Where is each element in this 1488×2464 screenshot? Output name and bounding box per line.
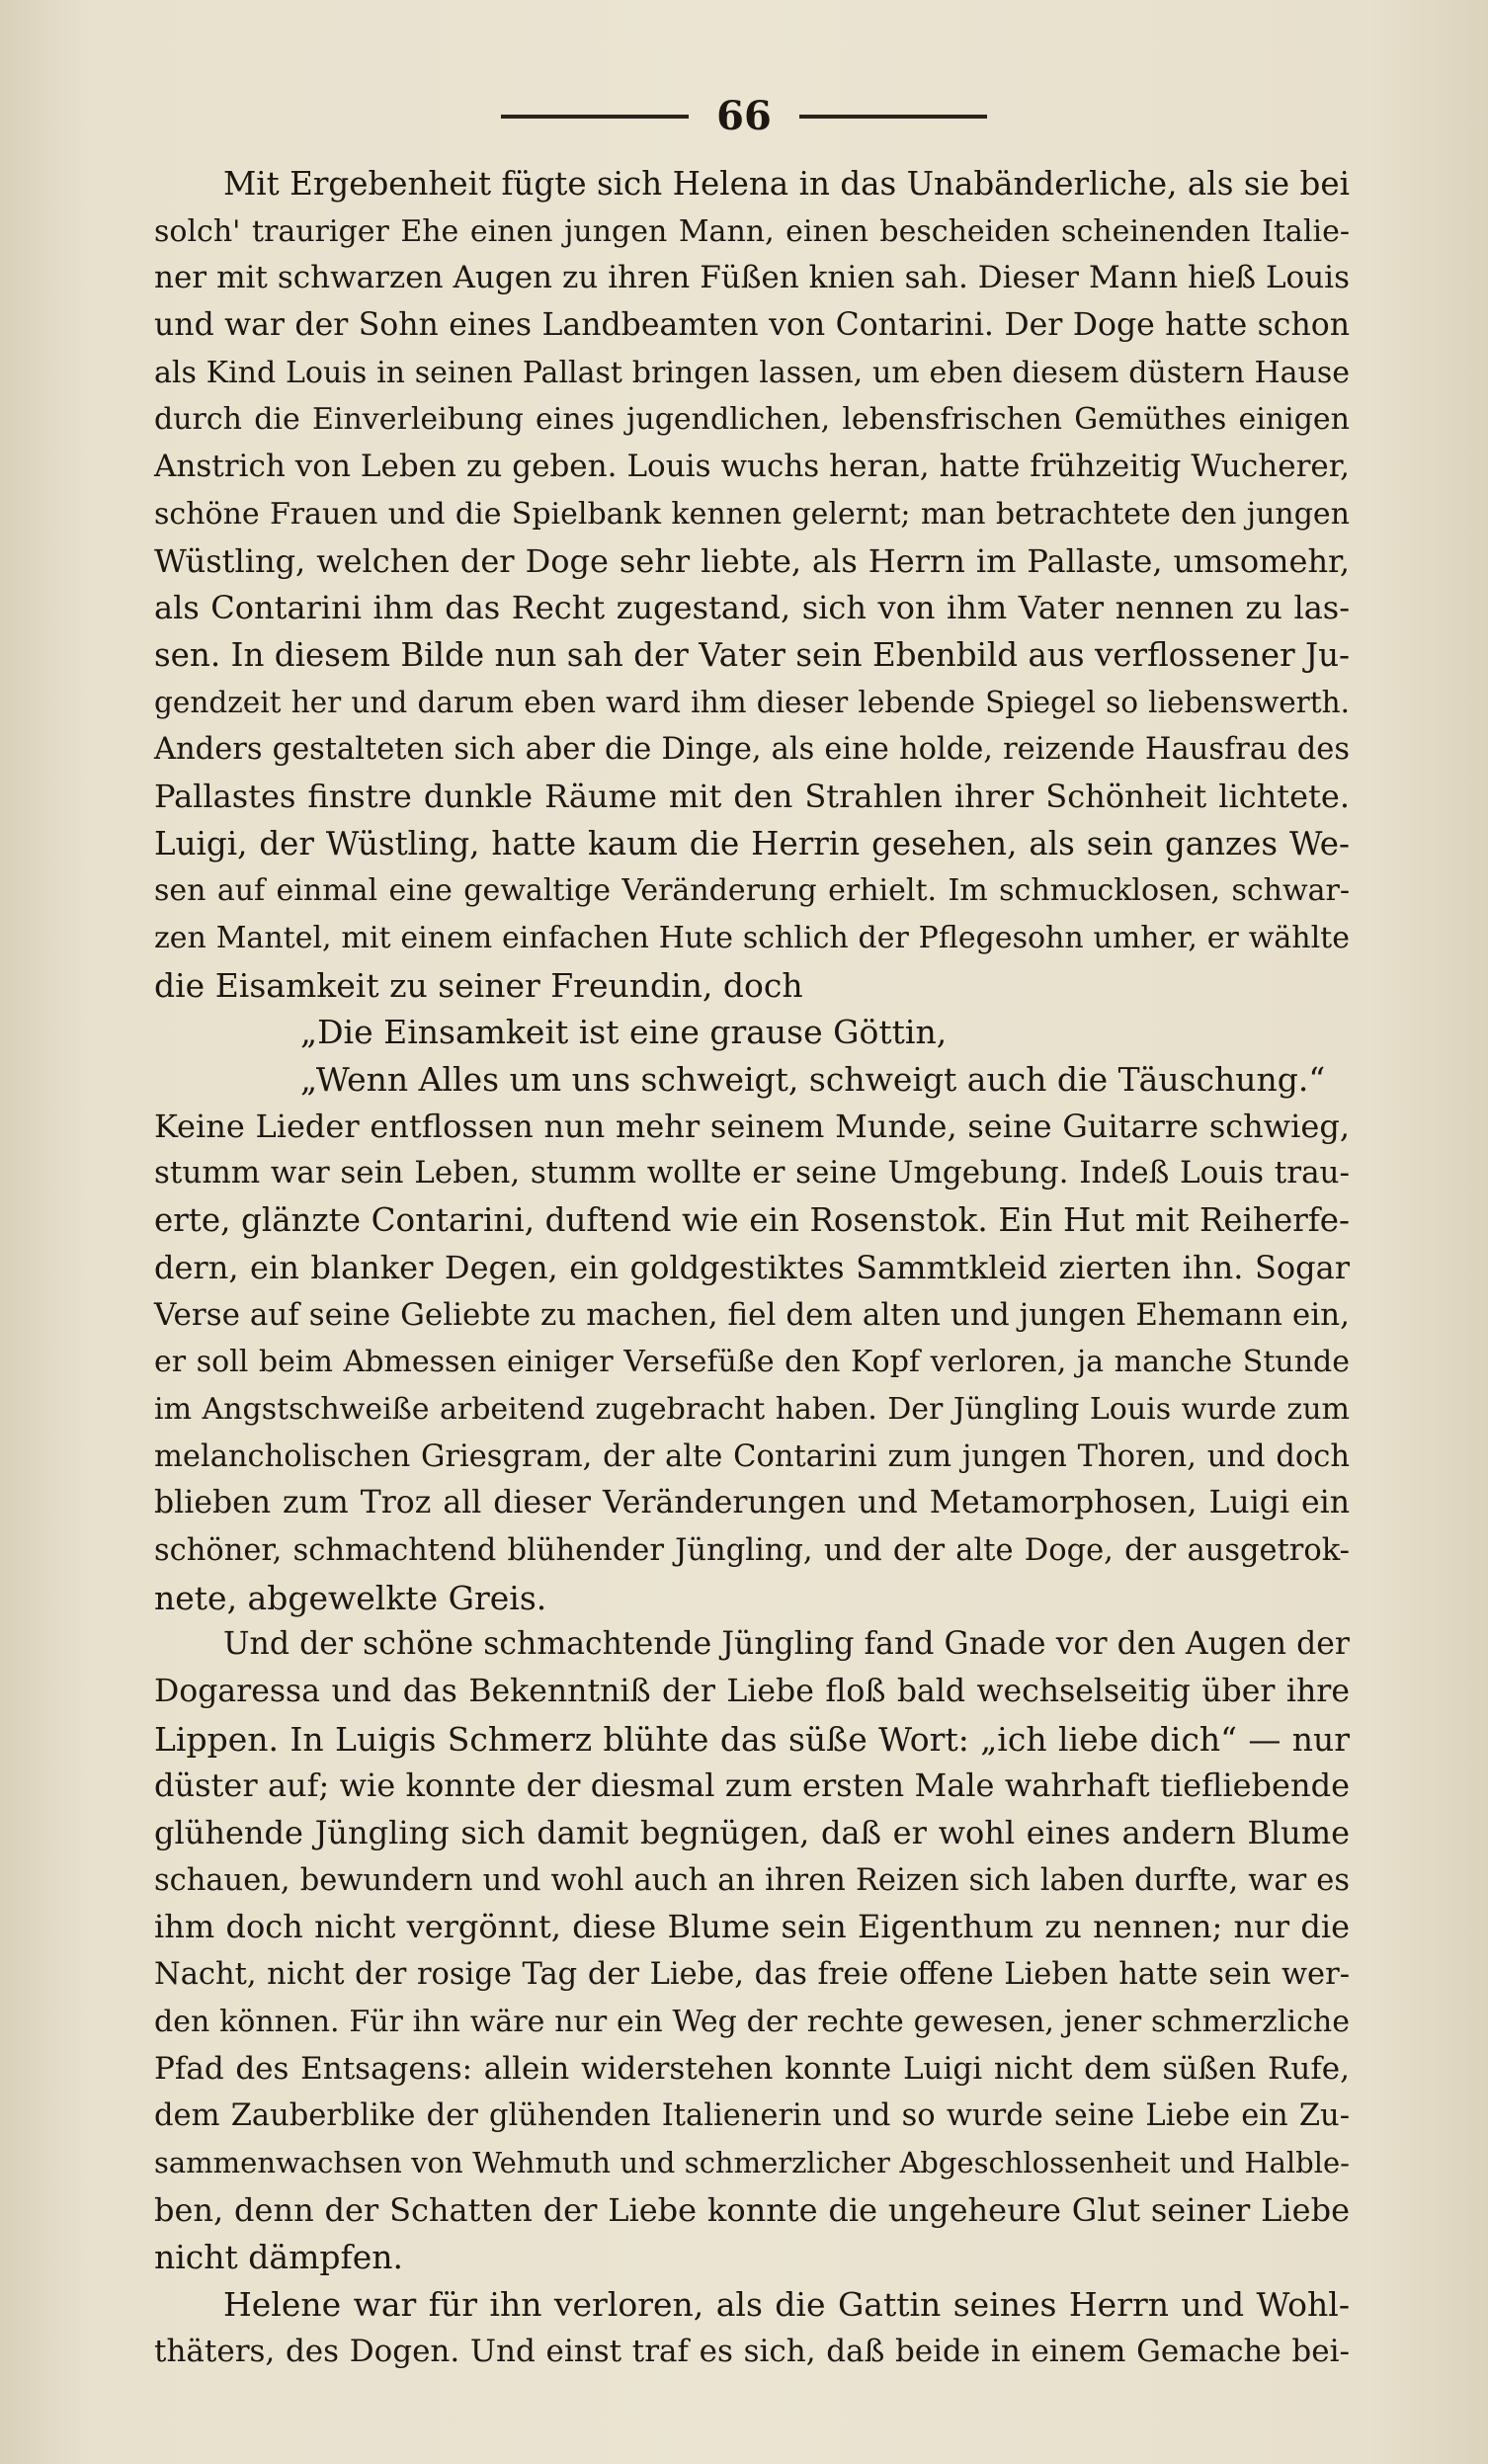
text-line: düster auf; wie konnte der diesmal zum ersten Male wahrhaft tiefliebende: [154, 1766, 1350, 1805]
text-line: als Contarini ihm das Recht zugestand, sich von ihm Vater nennen zu las-: [154, 589, 1350, 627]
text-line: Pallastes finstre dunkle Räume mit den Strahlen ihrer Schönheit lichtete.: [154, 777, 1350, 815]
text-line: Pfad des Entsagens: allein widerstehen konnte Luigi nicht dem süßen Rufe,: [154, 2050, 1350, 2087]
text-line: Nacht, nicht der rosige Tag der Liebe, das freie offene Lieben hatte sein wer-: [154, 1957, 1350, 1993]
text-line: zen Mantel, mit einem einfachen Hute schlich der Pflegesohn umher, er wählte: [154, 921, 1350, 955]
text-line: dern, ein blanker Degen, ein goldgestiktes Sammtkleid zierten ihn. Sogar: [154, 1248, 1350, 1286]
text-line: im Angstschweiße arbeitend zugebracht haben. Der Jüngling Louis wurde zum: [154, 1391, 1350, 1427]
text-line: blieben zum Troz all dieser Veränderungen und Metamorphosen, Luigi ein: [154, 1485, 1350, 1521]
text-line: „Die Einsamkeit ist eine grause Göttin,: [300, 1013, 948, 1052]
text-line: Keine Lieder entflossen nun mehr seinem Munde, seine Guitarre schwieg,: [154, 1107, 1350, 1145]
text-line: Verse auf seine Geliebte zu machen, fiel dem alten und jungen Ehemann ein,: [154, 1296, 1350, 1333]
text-line: Anstrich von Leben zu geben. Louis wuchs heran, hatte frühzeitig Wucherer,: [154, 449, 1350, 485]
text-line: sammenwachsen von Wehmuth und schmerzlicher Abgeschlossenheit und Halble-: [154, 2145, 1350, 2179]
text-line: Helene war für ihn verloren, als die Gattin seines Herrn und Wohl-: [223, 2284, 1350, 2324]
text-line: erte, glänzte Contarini, duftend wie ein Rosenstok. Ein Hut mit Reiherfe-: [154, 1201, 1350, 1240]
text-line: schöne Frauen und die Spielbank kennen gelernt; man betrachtete den jungen: [154, 496, 1350, 532]
text-line: Wüstling, welchen der Doge sehr liebte, als Herrn im Pallaste, umsomehr,: [154, 541, 1350, 580]
text-line: nicht dämpfen.: [154, 2238, 403, 2277]
header-rule-left: [501, 115, 689, 119]
text-line: glühende Jüngling sich damit begnügen, daß er wohl eines andern Blume: [154, 1814, 1350, 1852]
text-line: thäters, des Dogen. Und einst traf es sich, daß beide in einem Gemache bei-: [154, 2333, 1350, 2369]
text-line: nete, abgewelkte Greis.: [154, 1578, 547, 1617]
text-line: ben, denn der Schatten der Liebe konnte die ungeheure Glut seiner Liebe: [154, 2190, 1350, 2229]
text-line: durch die Einverleibung eines jugendlichen, lebensfrischen Gemüthes einigen: [154, 402, 1350, 438]
text-line: und war der Sohn eines Landbeamten von Contarini. Der Doge hatte schon: [154, 307, 1350, 344]
text-line: als Kind Louis in seinen Pallast bringen lassen, um eben diesem düstern Hause: [154, 355, 1350, 390]
text-line: solch' trauriger Ehe einen jungen Mann, einen bescheiden scheinenden Italie-: [154, 213, 1350, 249]
text-line: den können. Für ihn wäre nur ein Weg der rechte gewesen, jener schmerzliche: [154, 2004, 1350, 2039]
text-line: schöner, schmachtend blühender Jüngling, und der alte Doge, der ausgetrok-: [154, 1532, 1350, 1568]
page-header: [0, 87, 1488, 146]
text-line: Lippen. In Luigis Schmerz blühte das süße Wort: „ich liebe dich“ — nur: [154, 1719, 1350, 1759]
text-line: sen. In diesem Bilde nun sah der Vater sein Ebenbild aus verflossener Ju-: [154, 635, 1350, 674]
text-line: sen auf einmal eine gewaltige Veränderung erhielt. Im schmucklosen, schwar-: [154, 873, 1350, 909]
text-line: gendzeit her und darum eben ward ihm dieser lebende Spiegel so liebenswerth.: [154, 685, 1350, 719]
text-line: er soll beim Abmessen einiger Versefüße den Kopf verloren, ja manche Stunde: [154, 1345, 1350, 1380]
text-line: „Wenn Alles um uns schweigt, schweigt auch die Täuschung.“: [300, 1060, 1326, 1100]
text-line: Mit Ergebenheit fügte sich Helena in das Unabänderliche, als sie bei: [223, 165, 1350, 203]
text-line: Dogaressa und das Bekenntniß der Liebe floß bald wechselseitig über ihre: [154, 1674, 1350, 1709]
text-line: die Eisamkeit zu seiner Freundin, doch: [154, 965, 803, 1005]
header-rule-right: [799, 115, 987, 119]
text-line: dem Zauberblike der glühenden Italienerin und so wurde seine Liebe ein Zu-: [154, 2098, 1350, 2134]
text-line: Luigi, der Wüstling, hatte kaum die Herrin gesehen, als sein ganzes We-: [154, 824, 1350, 862]
text-line: stumm war sein Leben, stumm wollte er seine Umgebung. Indeß Louis trau-: [154, 1155, 1350, 1191]
text-line: ner mit schwarzen Augen zu ihren Füßen knien sah. Dieser Mann hieß Louis: [154, 260, 1350, 296]
text-line: ihm doch nicht vergönnt, diese Blume sein Eigenthum zu nennen; nur die: [154, 1908, 1350, 1946]
text-line: Anders gestalteten sich aber die Dinge, als eine holde, reizende Hausfrau des: [154, 732, 1350, 768]
text-line: melancholischen Griesgram, der alte Contarini zum jungen Thoren, und doch: [154, 1438, 1350, 1474]
text-line: Und der schöne schmachtende Jüngling fand Gnade vor den Augen der: [223, 1626, 1350, 1663]
text-line: schauen, bewundern und wohl auch an ihren Reizen sich laben durfte, war es: [154, 1862, 1350, 1898]
page-number: 66: [716, 93, 772, 139]
body-text: [154, 161, 1350, 2375]
